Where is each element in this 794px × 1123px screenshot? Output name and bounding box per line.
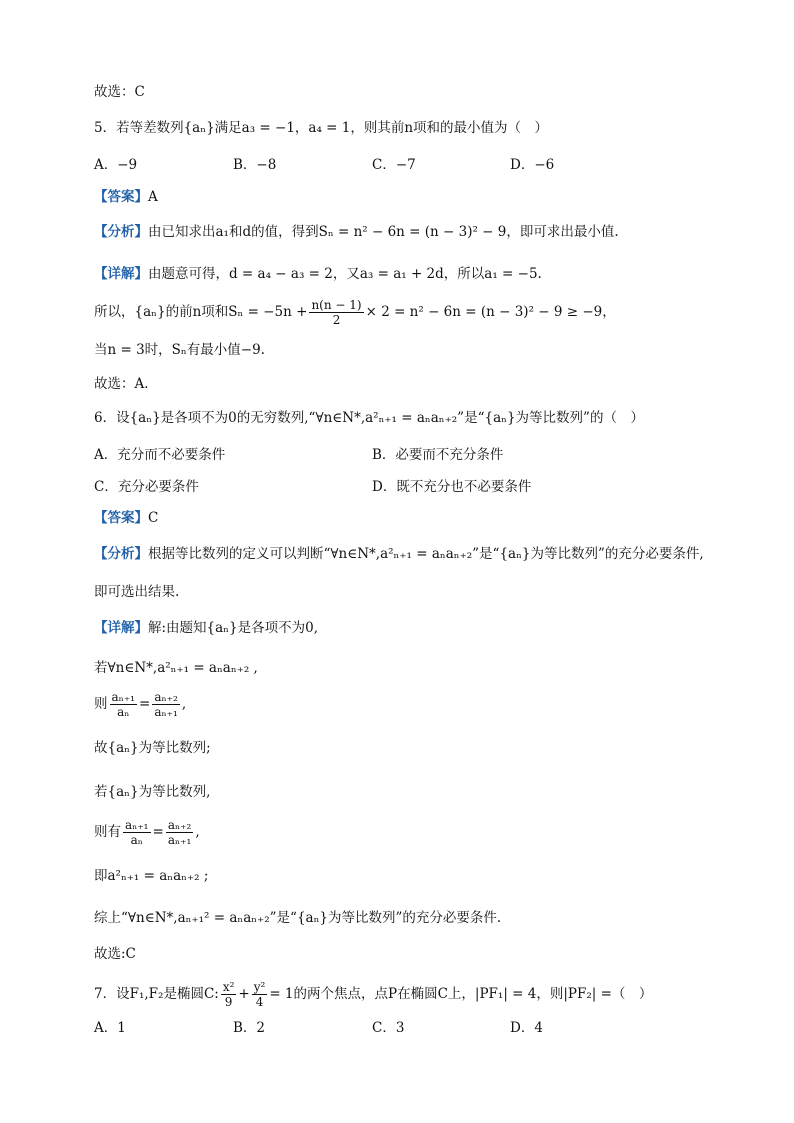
q6-ie-line: 即a²ₙ₊₁ = aₙaₙ₊₂ ; [94, 868, 209, 884]
q5-frac-num: n(n − 1) [311, 298, 362, 312]
q7-stem [94, 980, 652, 1009]
q6-option-d: D．既不充分也不必要条件 [372, 479, 532, 495]
q5-analysis-line [94, 222, 619, 242]
answer-tag: 【答案】 [94, 510, 148, 526]
q7-stem-a: 7．设F₁,F₂是椭圆C: [94, 986, 219, 1002]
q5-fraction [309, 298, 363, 327]
equals-sign: = [152, 824, 164, 840]
q6-frac-b [152, 690, 180, 719]
q6-summary-line: 综上“∀n∈N*,aₙ₊₁² = aₙaₙ₊₂”是“{aₙ}为等比数列”的充分必要条件. [94, 910, 502, 926]
q6-if-line-1: 若∀n∈N*,a²ₙ₊₁ = aₙaₙ₊₂ , [94, 660, 258, 676]
frac-den: 4 [255, 995, 264, 1009]
detail-tag: 【详解】 [94, 266, 148, 282]
frac-num: x² [222, 980, 235, 994]
equals-sign: = [139, 696, 151, 712]
q6-frac-a [123, 818, 151, 847]
q7-option-c: C．3 [372, 1020, 405, 1036]
q6-option-a: A．充分而不必要条件 [94, 447, 226, 463]
frac-num: aₙ₊₁ [111, 690, 135, 704]
q5-sum-a: 所以，{aₙ}的前n项和Sₙ = −5n + [94, 304, 308, 320]
q6-choice-line: 故选:C [94, 946, 136, 962]
q6-analysis-line [94, 544, 704, 564]
q7-stem-b: = 1的两个焦点，点P在椭圆C上，|PF₁| = 4，则|PF₂| =（ ） [269, 986, 653, 1002]
q6-detail: 解:由题知{aₙ}是各项不为0, [148, 620, 318, 636]
q5-frac-den: 2 [332, 313, 341, 327]
frac-num: aₙ₊₂ [154, 690, 178, 704]
answer-tag: 【答案】 [94, 189, 148, 205]
q7-option-a: A．1 [94, 1020, 126, 1036]
q5-option-b: B．−8 [233, 157, 277, 173]
frac-num: aₙ₊₁ [125, 818, 149, 832]
q6-analysis: 根据等比数列的定义可以判断“∀n∈N*,a²ₙ₊₁ = aₙaₙ₊₂”是“{aₙ}为等比数列”的充分必要条件, [148, 546, 704, 562]
q6-frac-b [166, 818, 194, 847]
q5-analysis: 由已知求出a₁和d的值，得到Sₙ = n² − 6n = (n − 3)² − 9，即可求出最小值. [148, 224, 619, 240]
q6-then-line-2 [94, 818, 200, 847]
q6-answer-line [94, 508, 158, 528]
q6-so-line: 故{aₙ}为等比数列; [94, 740, 211, 756]
q5-minimum-line: 当n = 3时，Sₙ有最小值−9. [94, 342, 265, 358]
q5-option-a: A．−9 [94, 157, 138, 173]
q6-then-prefix: 则有 [94, 824, 121, 840]
detail-tag: 【详解】 [94, 620, 148, 636]
q6-option-c: C．充分必要条件 [94, 479, 199, 495]
q4-choice-line: 故选：C [94, 84, 145, 100]
comma: , [195, 824, 200, 840]
frac-den: aₙ₊₁ [154, 705, 178, 719]
q5-stem: 5．若等差数列{aₙ}满足a₃ = −1，a₄ = 1，则其前n项和的最小值为（ ） [94, 120, 549, 136]
q5-answer: A [148, 189, 158, 205]
q5-sum-b: × 2 = n² − 6n = (n − 3)² − 9 ≥ −9， [365, 304, 616, 320]
q6-option-b: B．必要而不充分条件 [372, 447, 504, 463]
q6-frac-a [110, 690, 138, 719]
comma: , [181, 696, 187, 712]
q7-option-d: D．4 [510, 1020, 543, 1036]
frac-num: aₙ₊₂ [167, 818, 192, 832]
q6-then-prefix: 则 [94, 696, 108, 712]
q5-sum-formula [94, 298, 616, 327]
q7-frac-x [221, 980, 237, 1009]
plus-sign: + [238, 986, 250, 1002]
analysis-tag: 【分析】 [94, 546, 148, 562]
q6-analysis-line-2: 即可选出结果. [94, 584, 180, 600]
frac-den: aₙ₊₁ [167, 833, 192, 847]
q6-detail-line [94, 618, 318, 638]
frac-den: aₙ [117, 705, 130, 719]
q6-then-line-1 [94, 690, 186, 719]
frac-num: y² [253, 980, 266, 994]
frac-den: aₙ [130, 833, 143, 847]
analysis-tag: 【分析】 [94, 224, 148, 240]
frac-den: 9 [224, 995, 233, 1009]
q5-choice-line: 故选：A. [94, 376, 149, 392]
q5-option-c: C．−7 [372, 157, 416, 173]
q6-answer: C [148, 510, 159, 526]
q7-option-b: B．2 [233, 1020, 266, 1036]
q5-detail: 由题意可得，d = a₄ − a₃ = 2，又a₃ = a₁ + 2d，所以a₁ = −5. [148, 266, 542, 282]
q5-option-d: D．−6 [510, 157, 555, 173]
q6-stem: 6．设{aₙ}是各项不为0的无穷数列,“∀n∈N*,a²ₙ₊₁ = aₙaₙ₊₂”是“{aₙ}为等比数列”的（ ） [94, 410, 644, 426]
q5-detail-line [94, 264, 542, 284]
q6-if-line-2: 若{aₙ}为等比数列, [94, 784, 211, 800]
q5-answer-line [94, 187, 158, 207]
q7-frac-y [252, 980, 268, 1009]
